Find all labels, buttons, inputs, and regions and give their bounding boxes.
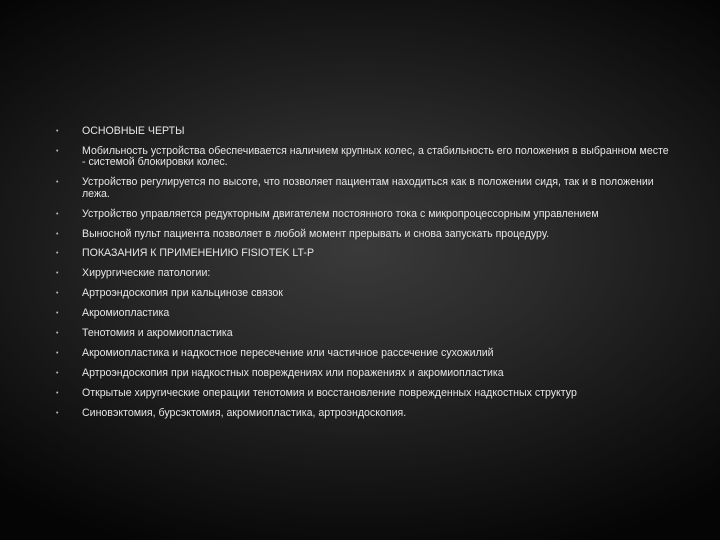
bullet-marker: • bbox=[56, 409, 59, 417]
list-item bbox=[50, 288, 670, 300]
list-item bbox=[50, 328, 670, 340]
list-item bbox=[50, 126, 670, 138]
list-item bbox=[50, 248, 670, 260]
bullet-list bbox=[50, 126, 670, 427]
bullet-marker: • bbox=[56, 179, 59, 187]
list-item-text: Мобильность устройства обеспечивается наличием крупных колес, а стабильность его положения в выбранном месте - системой блокировки колес. bbox=[82, 144, 669, 169]
list-item bbox=[50, 388, 670, 400]
list-item bbox=[50, 348, 670, 360]
list-item-text: Выносной пульт пациента позволяет в любой момент прерывать и снова запускать процедуру. bbox=[82, 227, 550, 240]
list-item-text: Хирургические патологии: bbox=[82, 267, 211, 280]
list-item-text: Открытые хиругические операции тенотомия и восстановление поврежденных надкостных структур bbox=[82, 386, 577, 399]
bullet-marker: • bbox=[56, 369, 59, 377]
bullet-marker: • bbox=[56, 330, 59, 338]
bullet-marker: • bbox=[56, 349, 59, 357]
bullet-marker: • bbox=[56, 250, 59, 258]
list-item-text: Артроэндоскопия при кальцинозе связок bbox=[82, 287, 283, 300]
list-item-text: Тенотомия и акромиопластика bbox=[82, 327, 233, 340]
list-item-text: Устройство управляется редукторным двигателем постоянного тока с микропроцессорным управлением bbox=[82, 207, 599, 220]
bullet-marker: • bbox=[56, 147, 59, 155]
list-item-text: Синовэктомия, бурсэктомия, акромиопластика, артроэндоскопия. bbox=[82, 406, 407, 419]
list-item bbox=[50, 308, 670, 320]
bullet-marker: • bbox=[56, 230, 59, 238]
list-item bbox=[50, 408, 670, 420]
bullet-marker: • bbox=[56, 290, 59, 298]
list-item bbox=[50, 177, 670, 200]
list-item-text: Устройство регулируется по высоте, что позволяет пациентам находиться как в положении сидя, так и в положении лежа. bbox=[82, 176, 654, 200]
bullet-marker: • bbox=[56, 310, 59, 318]
list-item bbox=[50, 229, 670, 241]
list-item bbox=[50, 209, 670, 221]
list-item bbox=[50, 368, 670, 380]
bullet-marker: • bbox=[56, 210, 59, 218]
section-heading: ОСНОВНЫЕ ЧЕРТЫ bbox=[82, 125, 185, 137]
list-item-text: Артроэндоскопия при надкостных повреждениях или поражениях и акромиопластика bbox=[82, 366, 504, 379]
bullet-marker: • bbox=[56, 270, 59, 278]
list-item bbox=[50, 268, 670, 280]
list-item-text: Акромиопластика bbox=[82, 307, 170, 320]
bullet-marker: • bbox=[56, 389, 59, 397]
bullet-marker: • bbox=[56, 128, 59, 135]
section-heading: ПОКАЗАНИЯ К ПРИМЕНЕНИЮ FISIOTEK LT-P bbox=[82, 247, 315, 260]
list-item-text: Акромиопластика и надкостное пересечение или частичное рассечение сухожилий bbox=[82, 346, 494, 359]
list-item bbox=[50, 146, 670, 169]
